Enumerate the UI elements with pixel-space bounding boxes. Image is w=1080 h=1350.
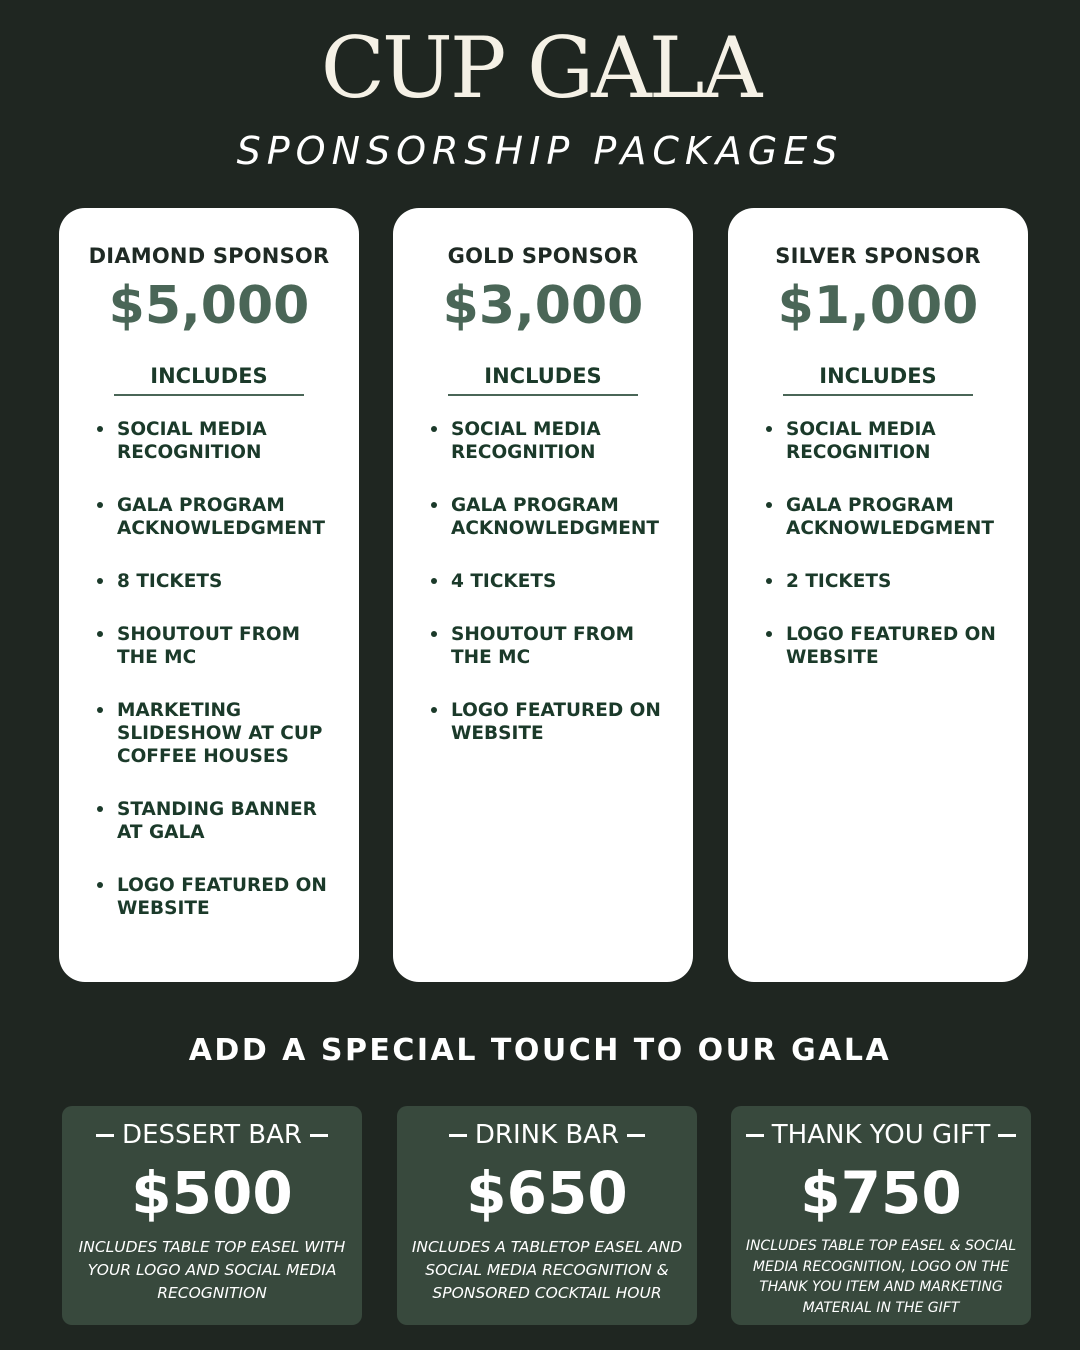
includes-heading: INCLUDES [114,364,304,396]
includes-heading: INCLUDES [783,364,973,396]
package-card-diamond [59,208,359,982]
benefit-item: SOCIAL MEDIA RECOGNITION [764,418,1014,464]
page-subtitle: SPONSORSHIP PACKAGES [236,129,844,173]
benefit-item: 8 TICKETS [95,570,345,593]
dash-decoration [96,1134,114,1137]
benefit-item: SHOUTOUT FROM THE MC [95,623,345,669]
dash-decoration [627,1134,645,1137]
dash-decoration [449,1134,467,1137]
includes-heading: INCLUDES [448,364,638,396]
addon-description: INCLUDES A TABLETOP EASEL AND SOCIAL MEDIA RECOGNITION & SPONSORED COCKTAIL HOUR [411,1238,683,1302]
package-price: $1,000 [777,276,979,336]
benefit-list [728,418,1028,669]
benefit-item: STANDING BANNER AT GALA [95,798,345,844]
addon-description: INCLUDES TABLE TOP EASEL WITH YOUR LOGO AND SOCIAL MEDIA RECOGNITION [78,1238,346,1302]
package-card-gold [393,208,693,982]
dash-decoration [998,1134,1016,1137]
addon-name [62,1118,362,1152]
dash-decoration [746,1134,764,1137]
package-name: DIAMOND SPONSOR [88,244,330,268]
package-name: SILVER SPONSOR [775,244,981,268]
benefit-list [59,418,359,920]
addon-card-drink-bar [397,1106,697,1325]
addon-description: INCLUDES TABLE TOP EASEL & SOCIAL MEDIA RECOGNITION, LOGO ON THE THANK YOU ITEM AND MARKETING MATERIAL IN THE GIFT [745,1238,1017,1316]
benefit-item: LOGO FEATURED ON WEBSITE [95,874,345,920]
addon-name-text: DRINK BAR [474,1120,620,1150]
benefit-item: 2 TICKETS [764,570,1014,593]
benefit-item: 4 TICKETS [429,570,679,593]
addon-card-thank-you-gift [731,1106,1031,1325]
benefit-item: LOGO FEATURED ON WEBSITE [429,699,679,745]
package-card-silver [728,208,1028,982]
benefit-item: SOCIAL MEDIA RECOGNITION [429,418,679,464]
addon-card-dessert-bar [62,1106,362,1325]
addons-heading: ADD A SPECIAL TOUCH TO OUR GALA [188,1033,892,1068]
package-name: GOLD SPONSOR [447,244,639,268]
package-price: $5,000 [108,276,310,336]
benefit-list [393,418,693,745]
addon-name [397,1118,697,1152]
addon-name [731,1118,1031,1152]
benefit-item: SHOUTOUT FROM THE MC [429,623,679,669]
package-price: $3,000 [442,276,644,336]
benefit-item: GALA PROGRAM ACKNOWLEDGMENT [95,494,345,540]
addon-name-text: DESSERT BAR [122,1120,302,1150]
addon-price: $750 [800,1159,962,1227]
addon-name-text: THANK YOU GIFT [771,1120,991,1150]
benefit-item: MARKETING SLIDESHOW AT CUP COFFEE HOUSES [95,699,345,768]
page-title: CUP GALA [320,19,760,117]
addon-price: $650 [466,1159,628,1227]
benefit-item: GALA PROGRAM ACKNOWLEDGMENT [429,494,679,540]
benefit-item: LOGO FEATURED ON WEBSITE [764,623,1014,669]
benefit-item: GALA PROGRAM ACKNOWLEDGMENT [764,494,1014,540]
benefit-item: SOCIAL MEDIA RECOGNITION [95,418,345,464]
addon-price: $500 [131,1159,293,1227]
dash-decoration [310,1134,328,1137]
